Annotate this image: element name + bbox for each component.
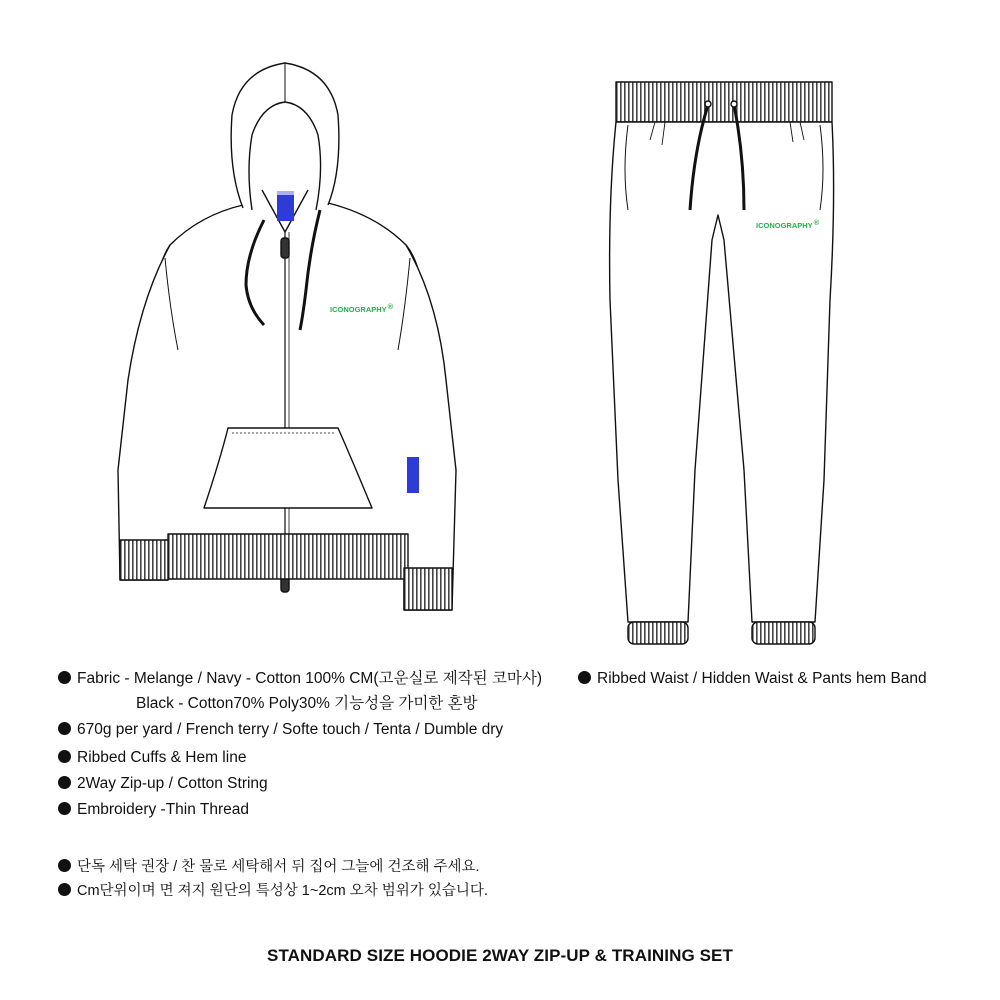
bullet-icon — [58, 802, 71, 815]
pants-sketch — [610, 82, 834, 644]
bullet-icon — [58, 776, 71, 789]
spec-weight: 670g per yard / French terry / Softe touch / Tenta / Dumble dry — [58, 722, 503, 738]
hoodie-left-cuff — [120, 540, 168, 580]
hoodie-right-sleeve — [404, 245, 456, 610]
bullet-icon — [58, 671, 71, 684]
bullet-icon — [578, 671, 591, 684]
bullet-icon — [58, 859, 71, 872]
spec-pants-waist: Ribbed Waist / Hidden Waist & Pants hem Band — [578, 671, 927, 687]
hoodie-logo: ICONOGRAPHY® — [330, 302, 394, 314]
hoodie-sketch — [118, 63, 456, 610]
note-wash: 단독 세탁 권장 / 찬 물로 세탁해서 뒤 집어 그늘에 건조해 주세요. — [58, 859, 480, 875]
page-title: STANDARD SIZE HOODIE 2WAY ZIP-UP & TRAINING SET — [267, 946, 733, 965]
spec-fabric-black: Black - Cotton70% Poly30% 기능성을 가미한 혼방 — [136, 695, 478, 712]
bullet-icon — [58, 883, 71, 896]
spec-zip: 2Way Zip-up / Cotton String — [58, 776, 268, 792]
pants-right-cuff — [752, 622, 815, 644]
pants-logo: ICONOGRAPHY® — [756, 218, 820, 230]
bullet-icon — [58, 722, 71, 735]
hoodie-left-sleeve — [118, 245, 170, 580]
pants-outline — [610, 122, 834, 622]
pants-waistband — [616, 82, 832, 122]
spec-embroidery: Embroidery -Thin Thread — [58, 802, 249, 818]
bullet-icon — [58, 750, 71, 763]
pants-left-cuff — [628, 622, 688, 644]
spec-fabric: Fabric - Melange / Navy - Cotton 100% CM(고운실로 제작된 코마사) — [58, 671, 542, 687]
hoodie-hem-rib — [168, 534, 408, 579]
hoodie-sleeve-tag — [407, 457, 419, 493]
hoodie-neck-label — [277, 191, 294, 221]
hoodie-right-cuff — [404, 568, 452, 610]
note-tolerance: Cm단위이며 면 져지 원단의 특성상 1~2cm 오차 범위가 있습니다. — [58, 883, 488, 899]
spec-cuffs: Ribbed Cuffs & Hem line — [58, 750, 246, 766]
